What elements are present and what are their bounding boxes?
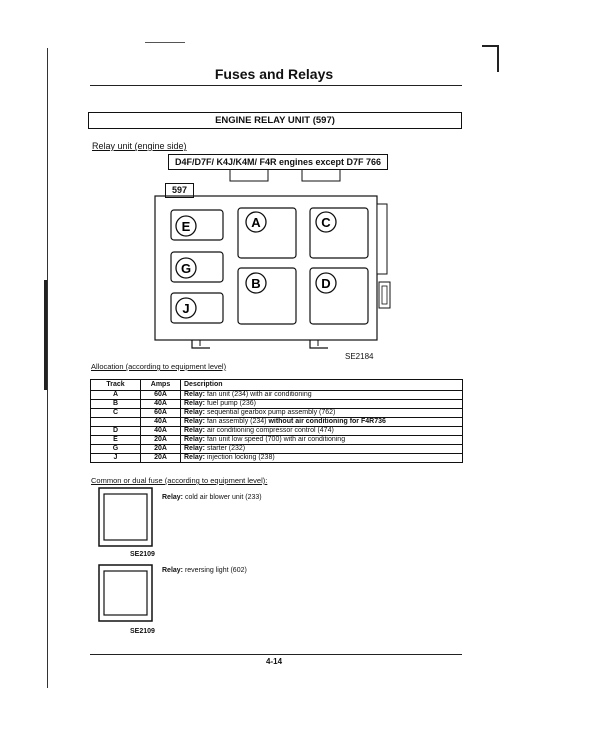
relay-unit-caption: Relay unit (engine side) — [92, 141, 187, 151]
scan-mark — [145, 42, 185, 43]
amps-cell: 20A — [141, 436, 181, 445]
figure-id: SE2184 — [345, 352, 374, 361]
relay-label-b — [246, 273, 266, 293]
svg-text:D: D — [321, 276, 331, 291]
svg-text:A: A — [251, 215, 261, 230]
figure-id: SE2109 — [130, 628, 155, 635]
common-relay-note-1: Relay: cold air blower unit (233) — [162, 494, 262, 501]
table-row — [91, 454, 463, 463]
svg-text:E: E — [181, 219, 191, 234]
footer-rule — [90, 654, 462, 655]
unit-code: 597 — [165, 183, 194, 198]
track-cell: A — [91, 391, 141, 400]
table-row — [91, 445, 463, 454]
relay-label-j — [176, 298, 196, 318]
relay-description: fuel pump (236) — [205, 400, 256, 407]
common-relay-diagram-1 — [98, 487, 154, 549]
relay-description: fan unit (234) with air conditioning — [205, 391, 312, 398]
relay-description: sequential gearbox pump assembly (762) — [205, 409, 336, 416]
table-row — [91, 418, 463, 427]
table-header-row — [91, 380, 463, 391]
page-title: Fuses and Relays — [214, 66, 334, 82]
relay-label-e — [176, 216, 196, 236]
track-cell: D — [91, 427, 141, 436]
amps-cell: 40A — [141, 418, 181, 427]
column-header: Description — [181, 380, 463, 391]
relay-label-g — [176, 258, 196, 278]
amps-cell: 20A — [141, 454, 181, 463]
description-cell — [181, 445, 463, 454]
relay-description: starter (232) — [205, 445, 246, 452]
common-relay-diagram-2 — [98, 564, 154, 624]
relay-prefix: Relay: — [184, 391, 206, 398]
side-connector — [377, 204, 387, 274]
relay-prefix: Relay: — [184, 409, 206, 416]
table-row — [91, 409, 463, 418]
svg-text:B: B — [251, 276, 261, 291]
table-row — [91, 391, 463, 400]
common-fuse-caption: Common or dual fuse (according to equipment level): — [91, 476, 268, 485]
scan-edge-line — [47, 48, 48, 688]
section-title: ENGINE RELAY UNIT (597) — [88, 112, 462, 129]
relay-prefix: Relay: — [184, 400, 206, 407]
svg-text:C: C — [321, 215, 331, 230]
allocation-table — [90, 379, 463, 463]
track-cell — [91, 418, 141, 427]
page-number: 4-14 — [266, 657, 283, 666]
title-rule — [90, 85, 462, 86]
relay-description: air conditioning compressor control (474) — [205, 427, 334, 434]
svg-text:G: G — [180, 261, 192, 276]
relay-prefix: Relay: — [184, 436, 206, 443]
figure-id: SE2109 — [130, 551, 155, 558]
table-row — [91, 436, 463, 445]
relay-label-a — [246, 212, 266, 232]
amps-cell: 40A — [141, 427, 181, 436]
relay-label-d — [316, 273, 336, 293]
track-cell: C — [91, 409, 141, 418]
relay-socket-a — [238, 208, 296, 258]
relay-prefix: Relay: — [184, 427, 206, 434]
relay-prefix: Relay: — [184, 454, 206, 461]
common-relay-note-2: Relay: reversing light (602) — [162, 567, 247, 574]
track-cell: J — [91, 454, 141, 463]
engine-label: D4F/D7F/ K4J/K4M/ F4R engines except D7F 766 — [168, 154, 388, 170]
svg-text:J: J — [182, 301, 190, 316]
relay-description: fan unit low speed (700) with air conditioning — [205, 436, 346, 443]
description-cell — [181, 409, 463, 418]
description-cell — [181, 418, 463, 427]
description-cell — [181, 427, 463, 436]
relay-prefix: Relay: — [184, 445, 206, 452]
track-cell: E — [91, 436, 141, 445]
allocation-caption: Allocation (according to equipment level) — [91, 362, 227, 371]
amps-cell: 60A — [141, 391, 181, 400]
relay-label-c — [316, 212, 336, 232]
relay-description: fan assembly (234) — [205, 418, 269, 425]
relay-prefix: Relay: — [184, 418, 206, 425]
table-row — [91, 400, 463, 409]
amps-cell: 60A — [141, 409, 181, 418]
description-cell — [181, 400, 463, 409]
column-header: Track — [91, 380, 141, 391]
column-header: Amps — [141, 380, 181, 391]
amps-cell: 20A — [141, 445, 181, 454]
relay-description: injection locking (238) — [205, 454, 275, 461]
description-cell — [181, 391, 463, 400]
scan-edge-mark — [44, 280, 47, 390]
track-cell: B — [91, 400, 141, 409]
table-row — [91, 427, 463, 436]
relay-socket-b — [238, 268, 296, 324]
description-cell — [181, 436, 463, 445]
description-cell — [181, 454, 463, 463]
relay-description-bold: without air conditioning for F4R736 — [268, 418, 386, 425]
amps-cell: 40A — [141, 400, 181, 409]
track-cell: G — [91, 445, 141, 454]
